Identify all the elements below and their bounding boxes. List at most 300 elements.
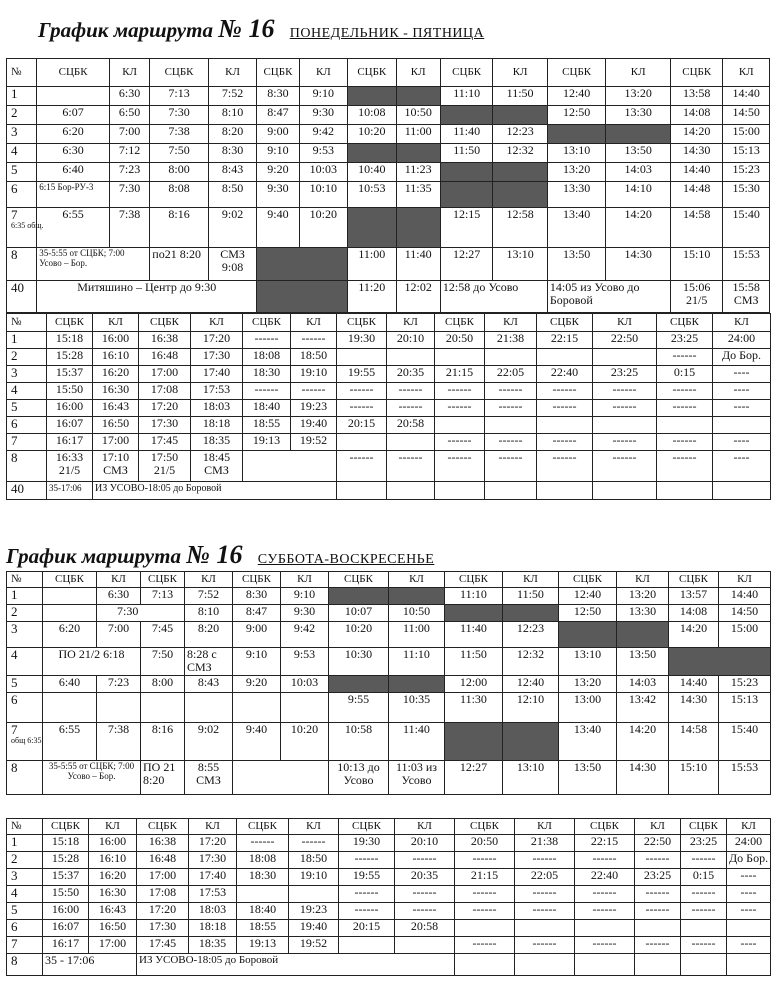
table-cell: 6:30 [109,87,149,106]
header-cell: СЦБК [445,572,503,588]
table-cell: 19:13 [243,434,291,451]
table-cell: 8:00 [141,676,185,693]
row-number: 3 [7,366,47,383]
table-cell: 10:20 [299,208,347,248]
shaded-cell [606,125,671,144]
table-cell: 35-5:55 от СЦБК; 7:00 Усово – Бор. [37,248,150,281]
row-number: 1 [7,332,47,349]
row-number: 8 [7,451,47,482]
table-cell: 8:47 [257,106,299,125]
table-cell: 19:10 [289,869,339,886]
table-cell: 7:38 [97,723,141,761]
table-cell: 15:50 [43,886,89,903]
table-cell: 0:15 [681,869,727,886]
table-cell: ------ [337,400,387,417]
row-number-cell [7,207,44,248]
table-cell: ------ [485,451,537,482]
table-cell: 19:55 [339,869,395,886]
table-cell: 6:55 [37,208,110,248]
row-number: 7 [7,434,47,451]
table-cell: 14:20 [669,622,719,648]
table-cell: 18:40 [237,903,289,920]
table-cell: 24:00 [727,835,771,852]
shaded-cell [440,182,492,208]
table-row [7,451,771,482]
row-number: 6 [7,417,47,434]
table-cell: 12:40 [547,87,606,106]
table-cell: ---- [713,400,771,417]
table-cell: 18:18 [189,920,237,937]
table-cell: 10:58 [329,723,389,761]
table-cell: 7:13 [150,87,209,106]
table-cell: 12:40 [559,588,617,605]
table-cell: 9:42 [281,622,329,648]
table-cell: 7:12 [109,144,149,163]
table-cell [485,349,537,366]
table-row [7,605,771,622]
table-cell: 16:30 [93,383,139,400]
table-cell: 14:50 [719,605,771,622]
table-cell: 17:00 [139,366,191,383]
header-cell: СЦБК [237,819,289,835]
table-cell [289,886,339,903]
table-cell: 0:15 [657,366,713,383]
table-cell: 14:20 [617,723,669,761]
header-cell: СЦБК [547,59,606,87]
table-cell: ------ [515,903,575,920]
shaded-cell [445,723,503,761]
table-cell: 15:18 [47,332,93,349]
table-cell: 16:07 [47,417,93,434]
table-cell: ------ [395,852,455,869]
table-cell: 17:45 [139,434,191,451]
table-cell: 11:50 [445,648,503,676]
shaded-cell [493,182,548,208]
table-cell: 14:30 [606,248,671,281]
table-cell: 13:58 [670,87,722,106]
header-cell: КЛ [617,572,669,588]
table-cell [387,434,435,451]
table-cell: ------ [537,383,593,400]
table-cell: 9:42 [299,125,347,144]
table-cell: ------ [575,852,635,869]
table-cell: 16:00 [89,835,137,852]
table-cell: 17:08 [139,383,191,400]
table-cell: 8:30 [257,87,299,106]
table-cell: 7:50 [150,144,209,163]
table-cell: 23:25 [657,332,713,349]
table-cell [713,417,771,434]
table-row [7,693,771,723]
header-cell: СЦБК [141,572,185,588]
table-cell: ------ [575,903,635,920]
table-cell: ------ [537,434,593,451]
table-cell: 10:50 [396,106,440,125]
table-cell: 22:50 [593,332,657,349]
title-text: График маршрута [6,544,181,568]
table-cell: ------ [635,903,681,920]
row-number: 2 [7,106,37,125]
table-cell: 13:20 [547,163,606,182]
row-number: 3 [7,622,43,648]
table-cell [681,920,727,937]
shaded-cell [396,87,440,106]
table-cell: 19:40 [289,920,339,937]
table-cell: ---- [713,434,771,451]
table-row [7,835,771,852]
table-cell: 16:50 [93,417,139,434]
table-cell [593,349,657,366]
header-cell: КЛ [191,314,243,332]
table-cell: 10:53 [348,182,396,208]
row-number: 4 [7,383,47,400]
table-cell: 22:15 [575,835,635,852]
table-cell: 20:10 [395,835,455,852]
table-cell: 9:55 [329,693,389,723]
table-cell: 20:50 [435,332,485,349]
table-cell: ------ [681,937,727,954]
table-cell: 18:50 [289,852,339,869]
table-cell: 12:40 [503,676,559,693]
table-cell: 19:30 [339,835,395,852]
table-cell: 23:25 [681,835,727,852]
table-cell: 17:10 СМЗ [93,451,139,482]
table-cell: 14:08 [669,605,719,622]
table-cell: 10:40 [348,163,396,182]
table-cell: 11:50 [503,588,559,605]
table-cell: 17:20 [139,400,191,417]
table-cell: 16:43 [93,400,139,417]
header-cell: КЛ [93,314,139,332]
header-cell: КЛ [291,314,337,332]
table-cell: 10:03 [281,676,329,693]
table-cell: 11:00 [348,248,396,281]
header-row [7,572,771,588]
table-cell: 9:20 [257,163,299,182]
table-cell: ------ [575,937,635,954]
table-cell: 12:15 [440,208,492,248]
shaded-cell [493,163,548,182]
table-cell: 10:35 [389,693,445,723]
table-cell: 9:30 [299,106,347,125]
table-cell: 35 - 17:06 [43,954,137,976]
table-cell: 15:53 [723,248,770,281]
table-row [7,417,771,434]
table-cell: ------ [337,451,387,482]
table-cell: ------ [593,434,657,451]
table-cell: 18:35 [191,434,243,451]
table-cell: 20:15 [337,417,387,434]
row-number: 40 [7,482,47,500]
table-cell: 15:18 [43,835,89,852]
table-cell: 9:10 [233,648,281,676]
table-cell: 12:27 [440,248,492,281]
table-cell: ------ [291,332,337,349]
table-cell: 15:37 [43,869,89,886]
header-cell: СЦБК [575,819,635,835]
table-cell [37,87,110,106]
table-cell [657,417,713,434]
row-number: 5 [7,400,47,417]
table-cell: 35-17:06 [47,482,93,500]
table-cell: Митяшино – Центр до 9:30 [37,281,257,313]
table-cell: ------ [455,886,515,903]
table-cell: 19:30 [337,332,387,349]
table-cell: ------ [657,400,713,417]
table-cell: 15:23 [719,676,771,693]
table-cell: 23:25 [593,366,657,383]
table-cell: 13:50 [547,248,606,281]
table-cell: 13:42 [617,693,669,723]
table-cell: 13:50 [559,761,617,795]
table-cell: 22:05 [515,869,575,886]
row-number: 6 [7,182,37,208]
table-cell: 16:17 [47,434,93,451]
header-cell: СЦБК [43,572,97,588]
table-cell: 7:30 [150,106,209,125]
table-cell: 9:30 [257,182,299,208]
table-cell: До Бор. [727,852,771,869]
header-cell: СЦБК [669,572,719,588]
table-cell: 6:40 [43,676,97,693]
table-cell: 20:50 [455,835,515,852]
table-cell [515,920,575,937]
table-row [7,852,771,869]
table-cell: ------ [435,400,485,417]
table-cell: 15:13 [719,693,771,723]
table-cell [97,693,141,723]
header-cell: КЛ [515,819,575,835]
table-cell: 14:40 [719,588,771,605]
table-cell: ------ [593,383,657,400]
table-cell: 14:58 [670,208,722,248]
table-cell: ИЗ УСОВО-18:05 до Боровой [137,954,455,976]
schedule-title-weekdays [38,14,484,44]
table-cell [43,588,97,605]
table-cell: по21 8:20 [150,248,209,281]
table-cell: 12:50 [547,106,606,125]
table-cell [435,349,485,366]
table-cell: 16:17 [43,937,89,954]
table-cell: 17:00 [137,869,189,886]
table-cell: ------ [657,434,713,451]
header-cell: СЦБК [440,59,492,87]
table-cell: ------ [243,383,291,400]
table-cell: 13:50 [606,144,671,163]
table-cell: 18:50 [291,349,337,366]
table-cell: 9:00 [257,125,299,144]
table-cell: 14:40 [669,676,719,693]
table-cell: 18:03 [189,903,237,920]
table-cell: 7:52 [185,588,233,605]
table-cell: 6:20 [43,622,97,648]
table-cell: 13:40 [547,208,606,248]
table-cell: ------ [537,451,593,482]
table-cell: ------ [455,937,515,954]
table-cell [243,451,337,482]
weekend-morning-table [6,571,771,795]
table-row [7,400,771,417]
row-number: 8 [7,248,37,281]
table-cell [537,417,593,434]
table-cell: ---- [727,869,771,886]
table-row [7,761,771,795]
header-cell: КЛ [719,572,771,588]
header-cell: КЛ [109,59,149,87]
table-cell [337,349,387,366]
table-cell: 22:40 [537,366,593,383]
table-cell: 20:35 [387,366,435,383]
row-number: 6 [7,693,43,723]
table-row [7,903,771,920]
table-cell: 13:20 [606,87,671,106]
table-cell: 14:20 [606,208,671,248]
table-cell: 9:40 [233,723,281,761]
table-cell: ------ [635,852,681,869]
table-cell: 9:30 [281,605,329,622]
table-cell: 10:20 [348,125,396,144]
table-row [7,937,771,954]
table-cell: 8:55 СМЗ [185,761,233,795]
table-cell [43,693,97,723]
table-cell: ------ [681,886,727,903]
table-cell: 16:10 [93,349,139,366]
table-cell [727,920,771,937]
table-cell: ------ [681,852,727,869]
table-cell: 7:30 [109,182,149,208]
table-cell: ------ [339,886,395,903]
table-cell: 17:20 [189,835,237,852]
table-cell: ------ [657,451,713,482]
header-cell: СЦБК [435,314,485,332]
table-cell: 6:07 [37,106,110,125]
table-cell: 15:28 [43,852,89,869]
header-cell: СЦБК [537,314,593,332]
table-cell: ------ [515,886,575,903]
table-cell: ------ [681,903,727,920]
table-cell: 7:00 [109,125,149,144]
table-cell: 11:35 [396,182,440,208]
table-cell: 12:00 [445,676,503,693]
shaded-cell [389,588,445,605]
table-cell: 18:30 [237,869,289,886]
route-number: № 16 [186,540,243,569]
table-cell [593,417,657,434]
table-cell: 8:43 [185,676,233,693]
row-number: 2 [7,349,47,366]
header-cell: СЦБК [559,572,617,588]
header-cell: КЛ [727,819,771,835]
table-cell: ------ [395,903,455,920]
row-number: 5 [7,163,37,182]
table-cell: 17:53 [191,383,243,400]
table-row [7,163,770,182]
table-row [7,332,771,349]
table-cell: 17:30 [191,349,243,366]
table-cell: ------ [537,400,593,417]
table-cell: 9:53 [281,648,329,676]
table-cell [233,761,329,795]
table-cell: 11:10 [389,648,445,676]
table-cell: 18:55 [237,920,289,937]
shaded-cell [396,144,440,163]
table-cell: ------ [339,852,395,869]
table-cell: 16:00 [47,400,93,417]
table-cell: 10:20 [329,622,389,648]
table-row [7,869,771,886]
table-cell: До Бор. [713,349,771,366]
table-cell: 6:50 [109,106,149,125]
table-cell: 15:40 [719,723,771,761]
table-cell: 15:06 21/5 [670,281,722,313]
row-number: 7 [7,937,43,954]
table-cell: 17:40 [191,366,243,383]
table-cell [185,693,233,723]
header-cell: КЛ [208,59,256,87]
table-cell: 16:38 [137,835,189,852]
table-cell: 19:23 [289,903,339,920]
table-cell: 14:10 [606,182,671,208]
table-cell: 13:10 [559,648,617,676]
table-cell: ---- [713,366,771,383]
header-cell: КЛ [493,59,548,87]
table-cell: ---- [727,886,771,903]
table-cell: 17:00 [93,434,139,451]
table-row [7,366,771,383]
table-cell: 7:38 [150,125,209,144]
table-cell: 11:10 [445,588,503,605]
table-cell: 15:00 [723,125,770,144]
shaded-cell [547,125,606,144]
table-cell: 9:10 [281,588,329,605]
header-cell: № [7,819,43,835]
shaded-cell [348,144,396,163]
table-cell: 9:00 [233,622,281,648]
table-cell: 8:20 [208,125,256,144]
table-cell: 16:20 [93,366,139,383]
table-cell: 20:58 [387,417,435,434]
shaded-cell [329,588,389,605]
table-cell: 12:23 [493,125,548,144]
row-number: 4 [7,886,43,903]
table-cell: 11:00 [396,125,440,144]
table-cell: 16:48 [137,852,189,869]
header-cell: КЛ [635,819,681,835]
table-cell: ------ [455,903,515,920]
table-row [7,886,771,903]
table-cell: 10:30 [329,648,389,676]
shaded-cell [348,208,396,248]
header-cell: КЛ [713,314,771,332]
row-number: 4 [7,648,43,676]
table-cell: 11:03 из Усово [389,761,445,795]
header-cell: КЛ [289,819,339,835]
row-note: общ 6:35 [11,736,42,745]
table-cell: 20:58 [395,920,455,937]
header-cell: КЛ [395,819,455,835]
table-cell: 11:50 [493,87,548,106]
row-number: 3 [7,125,37,144]
table-cell: ПО 21/2 6:18 [43,648,141,676]
table-cell: 19:13 [237,937,289,954]
header-cell: КЛ [189,819,237,835]
table-cell: 16:33 21/5 [47,451,93,482]
table-row [7,182,770,208]
table-cell: 12:58 [493,208,548,248]
table-cell: ---- [713,383,771,400]
weekday-evening-table [6,313,771,500]
table-cell: 16:38 [139,332,191,349]
